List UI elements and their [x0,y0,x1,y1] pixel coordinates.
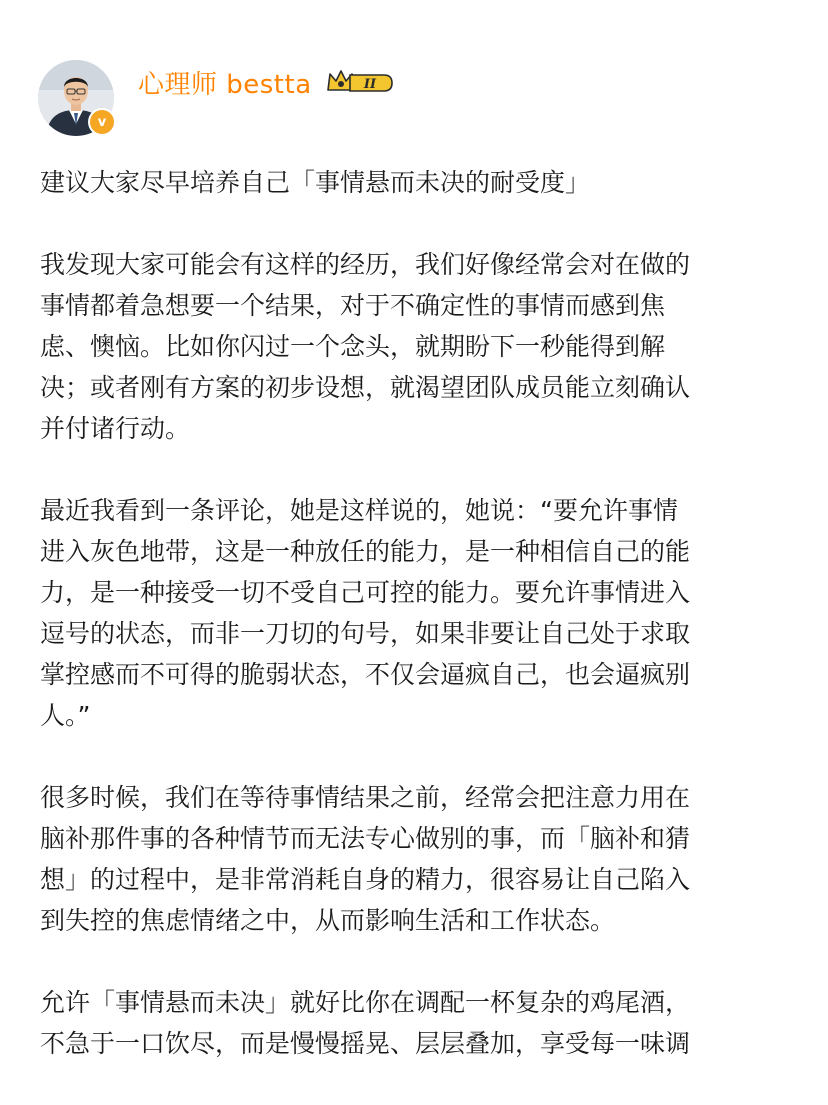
paragraph-line: 进入灰色地带，这是一种放任的能力，是一种相信自己的能 [40,537,691,566]
paragraph-line: 掌控感而不可得的脆弱状态，不仅会逼疯自己，也会逼疯别 [40,660,691,689]
paragraph-line: 我发现大家可能会有这样的经历，我们好像经常会对在做的 [40,250,691,279]
paragraph-line: 到失控的焦虑情绪之中，从而影响生活和工作状态。 [40,906,616,935]
paragraph-line: 力，是一种接受一切不受自己可控的能力。要允许事情进入 [40,578,691,607]
post-paragraph [40,244,790,449]
paragraph-line: 允许「事情悬而未决」就好比你在调配一杯复杂的鸡尾酒， [40,988,691,1017]
paragraph-line: 不急于一口饮尽，而是慢慢摇晃、层层叠加，享受每一味调 [40,1029,691,1058]
badge-level-text: II [363,77,377,92]
post-content [40,162,790,1105]
post-paragraph [40,777,790,941]
paragraph-line: 事情都着急想要一个结果，对于不确定性的事情而感到焦 [40,291,666,320]
post-paragraph [40,490,790,736]
paragraph-line: 人。” [40,701,91,730]
paragraph-line: 最近我看到一条评论，她是这样说的，她说：“要允许事情 [40,496,678,525]
avatar[interactable] [38,60,114,136]
paragraph-line: 想」的过程中，是非常消耗自身的精力，很容易让自己陷入 [40,865,691,894]
paragraph-line: 很多时候，我们在等待事情结果之前，经常会把注意力用在 [40,783,691,812]
paragraph-line: 并付诸行动。 [40,414,191,443]
post-paragraph [40,982,790,1064]
v-verified-icon: v [88,108,116,136]
paragraph-line: 脑补那件事的各种情节而无法专心做别的事，而「脑补和猜 [40,824,691,853]
post-paragraph [40,162,790,203]
crown-level-badge-icon [326,66,396,96]
paragraph-line: 建议大家尽早培养自己「事情悬而未决的耐受度」 [40,168,591,197]
author-name[interactable]: 心理师 bestta [138,70,312,100]
paragraph-line: 决；或者刚有方案的初步设想，就渴望团队成员能立刻确认 [40,373,691,402]
paragraph-line: 逗号的状态，而非一刀切的句号，如果非要让自己处于求取 [40,619,691,648]
paragraph-line: 虑、懊恼。比如你闪过一个念头，就期盼下一秒能得到解 [40,332,666,361]
